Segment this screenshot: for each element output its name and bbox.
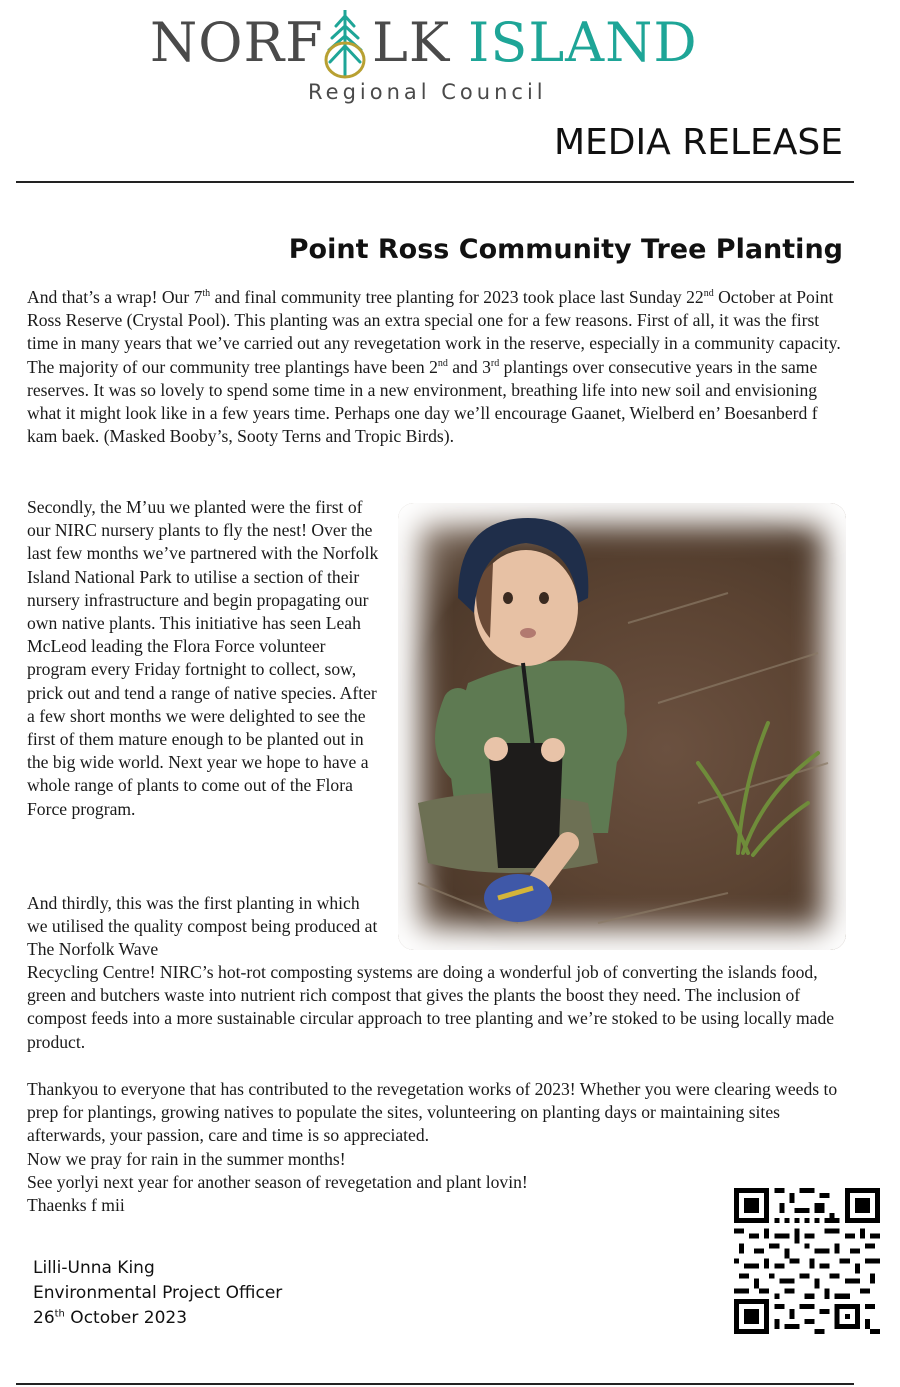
logo-word-norf: NORF [150,11,324,74]
paragraph-nursery: Secondly, the M’uu we planted were the first of our NIRC nursery plants to fly the nest! Over the last few months we’ve partnered with the Norfolk Island National Park to utilise a section of their nursery infrastructure and begin propagating our own native plants. This initiative has seen Leah McLeod leading the Flora Force volunteer program every Friday fortnight to collect, sow, prick out and tend a range of native species. After a few short months we were delighted to see the first of them mature enough to be planted out in the big wide world. Next year we hope to have a whole range of plants to come out of the Flora Force program. [27,497,379,819]
logo-word-lk: LK [372,11,451,74]
thanks-line: Now we pray for rain in the summer months! [27,1148,346,1169]
paragraph-compost-intro: And thirdly, this was the first planting in which we utilised the quality compost being produced at The Norfolk Wave [27,893,378,960]
paragraph-thanks [27,1078,849,1217]
logo-word-island: ISLAND [468,11,698,74]
header-divider [16,181,854,183]
paragraph-intro: And that’s a wrap! Our 7th and final community tree planting for 2023 took place last Sunday 22nd October at Point Ross Reserve (Crystal Pool). This planting was an extra special one for a few reasons. First of all, it was the first time in many years that we’ve carried out any revegetation work in the reserve, especially in a community capacity. The majority of our community tree plantings have been 2nd and 3rd plantings over consecutive years in the same reserves. It was so lovely to spend some time in a new environment, breathing life into new soil and envisioning what it might look like in a few years time. Perhaps one day we’ll encourage Gaanet, Wielberd en’ Boesanberd f kam baek. (Masked Booby’s, Sooty Terns and Tropic Birds). [27,287,841,447]
logo-subtitle: Regional Council [308,80,547,104]
signature-name: Lilli-Unna King [33,1258,155,1278]
thanks-line: Thankyou to everyone that has contributed to the revegetation works of 2023! Whether you were clearing weeds to prep for plantings, growing natives to populate the sites, volunteering on planting days or maintaining sites afterwards, your passion, care and time is so appreciated. [27,1079,838,1146]
article-title: Point Ross Community Tree Planting [288,234,843,265]
qr-code[interactable] [734,1188,880,1334]
media-release-label: MEDIA RELEASE [553,122,843,163]
signature-role: Environmental Project Officer [33,1283,283,1303]
thanks-line: Thaenks f mii [27,1195,125,1216]
paragraph-compost: Recycling Centre! NIRC’s hot-rot composting systems are doing a wonderful job of converting the islands food, green and butchers waste into nutrient rich compost that gives the plants the boost they need. The inclusion of compost feeds into a more sustainable circular approach to tree planting and we’re stoked to be using locally made product. [27,962,835,1052]
child-planting-photo [398,503,846,950]
signature-date: 26th October 2023 [33,1308,188,1328]
pine-tree-icon [320,8,370,80]
norfolk-island-logo [150,0,720,110]
footer-divider [16,1383,854,1385]
thanks-line: See yorlyi next year for another season of revegetation and plant lovin! [27,1171,528,1192]
